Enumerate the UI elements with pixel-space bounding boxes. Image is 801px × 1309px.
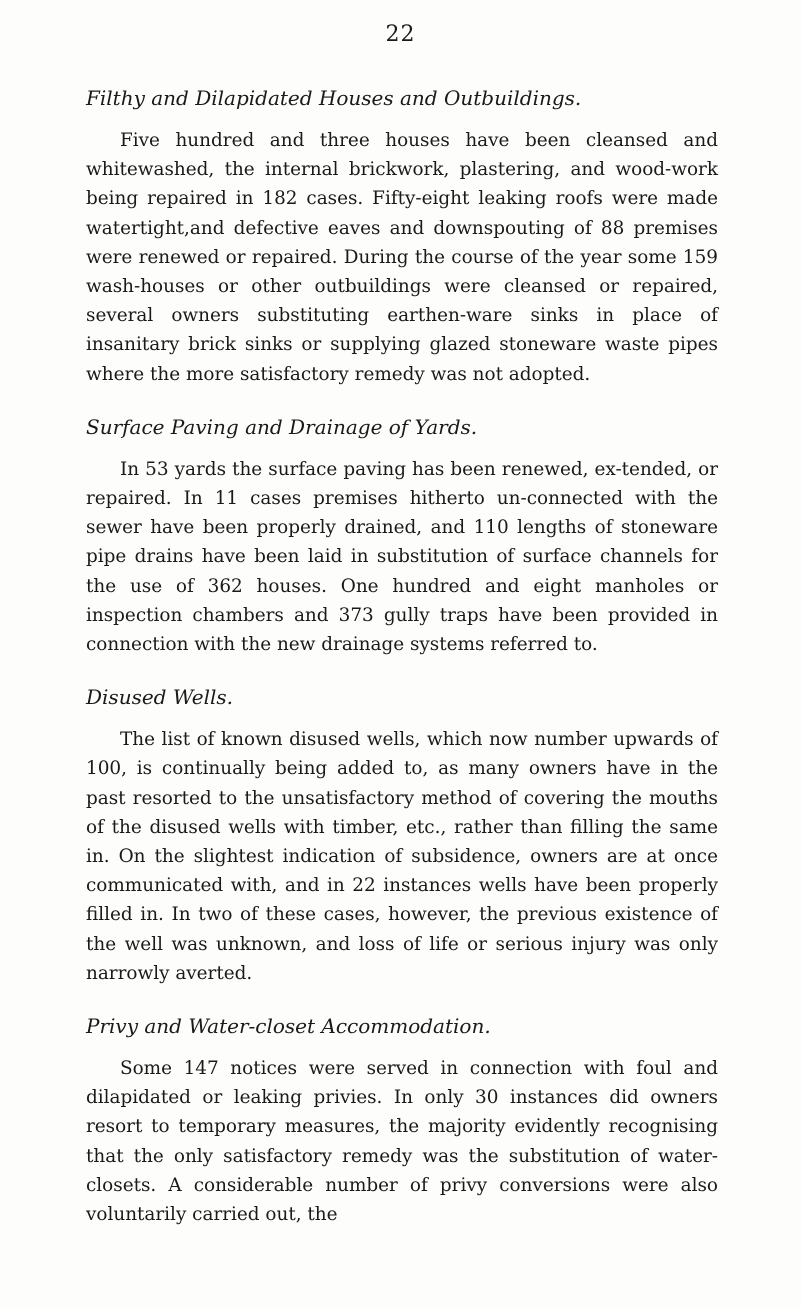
page-content bbox=[86, 86, 718, 1255]
section-surface-paving bbox=[86, 415, 718, 659]
section-privy-accommodation bbox=[86, 1014, 718, 1229]
section-paragraph: The list of known disused wells, which now number upwards of 100, is continually being added to, as many owners have in the past resorted to the unsatisfactory method of covering the mouths of the disused wells with timber, etc., rather than filling the same in. On the slightest indication of subsidence, owners are at once communicated with, and in 22 instances wells have been properly filled in. In two of these cases, however, the previous existence of the well was unknown, and loss of life or serious injury was only narrowly averted. bbox=[86, 729, 718, 984]
section-heading: Surface Paving and Drainage of Yards. bbox=[86, 414, 478, 439]
section-filthy-houses bbox=[86, 86, 718, 389]
section-paragraph: Five hundred and three houses have been cleansed and whitewashed, the internal brickwork, plastering, and wood-work being repaired in 182 cases. Fifty-eight leaking roofs were made watertight,and defective eaves and downspouting of 88 premises were renewed or repaired. During the course of the year some 159 wash-houses or other outbuildings were cleansed or repaired, several owners substituting earthen-ware sinks in place of insanitary brick sinks or supplying glazed stoneware waste pipes where the more satisfactory remedy was not adopted. bbox=[86, 130, 718, 385]
section-heading: Disused Wells. bbox=[86, 685, 234, 710]
section-disused-wells bbox=[86, 685, 718, 988]
section-heading: Privy and Water-closet Accommodation. bbox=[86, 1014, 491, 1039]
section-heading: Filthy and Dilapidated Houses and Outbuildings. bbox=[86, 86, 582, 110]
section-paragraph: Some 147 notices were served in connection with foul and dilapidated or leaking privies. In only 30 instances did owners resort to temporary measures, the majority evidently recognising that the only satisfactory remedy was the substitution of water-closets. A considerable number of privy conversions were also voluntarily carried out, the bbox=[86, 1058, 718, 1226]
section-paragraph: In 53 yards the surface paving has been renewed, ex-tended, or repaired. In 11 cases premises hitherto un-connected with the sewer have been properly drained, and 110 lengths of stoneware pipe drains have been laid in substitution of surface channels for the use of 362 houses. One hundred and eight manholes or inspection chambers and 373 gully traps have been provided in connection with the new drainage systems referred to. bbox=[86, 458, 718, 656]
page-number: 22 bbox=[385, 22, 416, 47]
